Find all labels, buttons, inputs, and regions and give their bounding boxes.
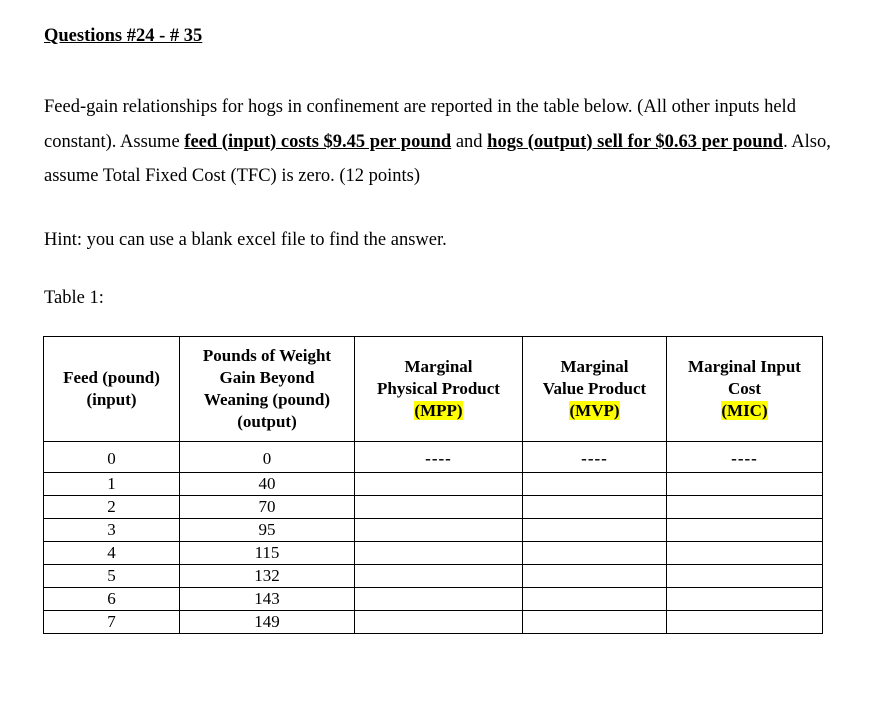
- feed-cell: 0: [44, 442, 180, 473]
- mvp-cell: [523, 473, 667, 496]
- mvp-cell: [523, 588, 667, 611]
- mic-header: [667, 337, 823, 442]
- table-body: [44, 442, 823, 634]
- table-row: [44, 565, 823, 588]
- weight-gain-cell: 132: [180, 565, 355, 588]
- header-line: Value Product: [542, 379, 647, 398]
- questions-heading: Questions #24 - # 35: [44, 26, 203, 46]
- table-header-row: [44, 337, 823, 442]
- feed-cell: 1: [44, 473, 180, 496]
- mic-cell: [667, 565, 823, 588]
- header-abbreviation: (MIC): [721, 401, 768, 420]
- weight-gain-cell: 95: [180, 519, 355, 542]
- feed-cost-emphasis: feed (input) costs $9.45 per pound: [184, 131, 452, 152]
- table-label: Table 1:: [44, 288, 104, 308]
- header-line: Physical Product: [377, 379, 500, 398]
- hint-text: Hint: you can use a blank excel file to find the answer.: [44, 230, 447, 250]
- mic-cell: [667, 473, 823, 496]
- weight-gain-cell: 70: [180, 496, 355, 519]
- mic-cell: [667, 496, 823, 519]
- mic-cell: [667, 542, 823, 565]
- mpp-header: [355, 337, 523, 442]
- table-row: [44, 442, 823, 473]
- mpp-cell: [355, 473, 523, 496]
- mvp-cell: ----: [523, 442, 667, 473]
- feed-gain-table: [43, 336, 823, 634]
- table-row: [44, 588, 823, 611]
- mic-cell: ----: [667, 442, 823, 473]
- problem-paragraph: [44, 90, 844, 194]
- header-line: (output): [237, 412, 297, 431]
- header-abbreviation: (MVP): [569, 401, 620, 420]
- weight-gain-cell: 143: [180, 588, 355, 611]
- header-line: Feed (pound): [63, 368, 160, 387]
- table-row: [44, 519, 823, 542]
- header-line: Marginal Input: [688, 357, 801, 376]
- feed-cell: 6: [44, 588, 180, 611]
- mpp-cell: ----: [355, 442, 523, 473]
- header-line: Marginal: [404, 357, 473, 376]
- header-line: Cost: [727, 379, 762, 398]
- mvp-cell: [523, 519, 667, 542]
- feed-cell: 5: [44, 565, 180, 588]
- mvp-cell: [523, 542, 667, 565]
- paragraph-text-2: and: [451, 131, 488, 152]
- weight-gain-cell: 0: [180, 442, 355, 473]
- mvp-cell: [523, 496, 667, 519]
- table-row: [44, 542, 823, 565]
- table-row: [44, 473, 823, 496]
- mpp-cell: [355, 611, 523, 634]
- weight-gain-cell: 40: [180, 473, 355, 496]
- mic-cell: [667, 519, 823, 542]
- mpp-cell: [355, 519, 523, 542]
- header-line: Marginal: [560, 357, 629, 376]
- mvp-cell: [523, 565, 667, 588]
- weight-gain-cell: 115: [180, 542, 355, 565]
- paragraph-text-3: . Also, assume Total Fixed Cost (TFC) is zero. (12 points): [44, 131, 831, 186]
- feed-header: [44, 337, 180, 442]
- header-line: (input): [86, 390, 137, 409]
- header-abbreviation: (MPP): [414, 401, 463, 420]
- mpp-cell: [355, 542, 523, 565]
- table-row: [44, 611, 823, 634]
- weight-gain-cell: 149: [180, 611, 355, 634]
- mpp-cell: [355, 588, 523, 611]
- paragraph-text-1: Feed-gain relationships for hogs in confinement are reported in the table below. (All other inputs held constant). Assume: [44, 97, 796, 152]
- mpp-cell: [355, 496, 523, 519]
- weight-gain-header: [180, 337, 355, 442]
- table-row: [44, 496, 823, 519]
- header-line: Weaning (pound): [203, 390, 331, 409]
- mvp-header: [523, 337, 667, 442]
- feed-cell: 4: [44, 542, 180, 565]
- mic-cell: [667, 611, 823, 634]
- header-line: Pounds of Weight: [202, 346, 332, 365]
- feed-cell: 3: [44, 519, 180, 542]
- mic-cell: [667, 588, 823, 611]
- feed-cell: 2: [44, 496, 180, 519]
- mvp-cell: [523, 611, 667, 634]
- hog-price-emphasis: hogs (output) sell for $0.63 per pound: [487, 131, 784, 152]
- header-line: Gain Beyond: [219, 368, 315, 387]
- feed-cell: 7: [44, 611, 180, 634]
- mpp-cell: [355, 565, 523, 588]
